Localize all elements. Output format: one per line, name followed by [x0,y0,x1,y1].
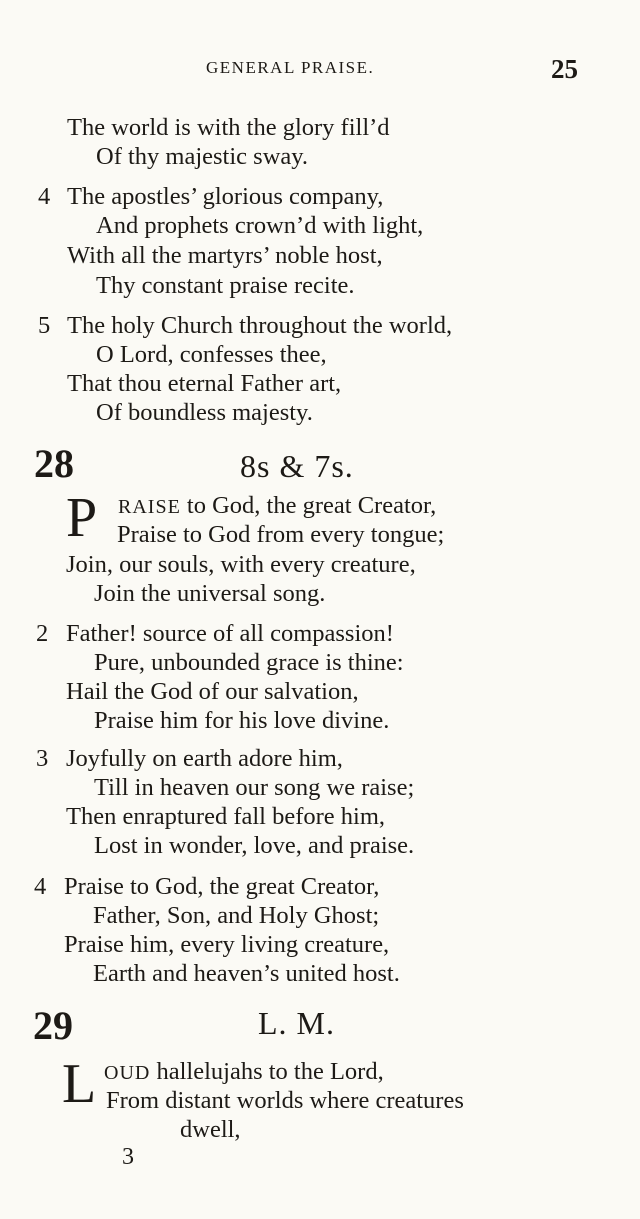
verse-line: Praise him, every living creature, [64,931,390,958]
signature-mark: 3 [122,1144,134,1170]
verse-line: dwell, [180,1116,241,1143]
verse-line: Father, Son, and Holy Ghost; [93,902,380,929]
verse-number: 3 [36,745,49,772]
verse-line: The world is with the glory fill’d [67,114,390,141]
hymn-meter: L. M. [258,1005,335,1041]
first-word: OUD [104,1062,151,1084]
verse-line: The holy Church throughout the world, [67,312,453,339]
verse-line: Join, our souls, with every creature, [66,551,416,578]
drop-cap: L [62,1053,97,1115]
verse-line: Pure, unbounded grace is thine: [94,649,404,676]
verse-number: 2 [36,620,49,647]
verse-line: Praise to God, the great Creator, [64,873,380,900]
running-head: GENERAL PRAISE. [206,58,375,77]
hymn-number: 28 [34,441,74,486]
verse-number: 5 [38,312,51,339]
verse-number: 4 [34,873,47,900]
verse-line: Earth and heaven’s united host. [93,960,400,987]
hymn-meter: 8s & 7s. [240,448,354,484]
verse-line [118,492,436,521]
first-line-rest: hallelujahs to the Lord, [156,1058,384,1085]
verse-line: Join the universal song. [94,580,326,607]
verse-line [104,1058,384,1087]
verse-line: From distant worlds where creatures [106,1087,464,1114]
verse-line: The apostles’ glorious company, [67,183,384,210]
first-line-rest: to God, the great Creator, [186,492,437,519]
verse-line: That thou eternal Father art, [67,370,342,397]
verse-line: Of boundless majesty. [96,399,313,426]
verse-line: Joyfully on earth adore him, [66,745,343,772]
verse-line: Praise to God from every tongue; [117,521,445,548]
verse-line: Hail the God of our salvation, [66,678,359,705]
verse-line: Then enraptured fall before him, [66,803,386,830]
verse-line: Lost in wonder, love, and praise. [94,832,415,859]
verse-line: Praise him for his love divine. [94,707,390,734]
first-word: RAISE [118,496,181,518]
hymn-number: 29 [33,1003,73,1048]
verse-line: With all the martyrs’ noble host, [67,242,383,269]
page-number: 25 [551,54,578,84]
drop-cap: P [66,487,98,549]
verse-line: O Lord, confesses thee, [96,341,327,368]
verse-number: 4 [38,183,51,210]
verse-line: And prophets crown’d with light, [96,212,424,239]
verse-line: Of thy majestic sway. [96,143,309,170]
verse-line: Father! source of all compassion! [66,620,394,647]
verse-line: Thy constant praise recite. [96,272,355,299]
verse-line: Till in heaven our song we raise; [94,774,415,801]
